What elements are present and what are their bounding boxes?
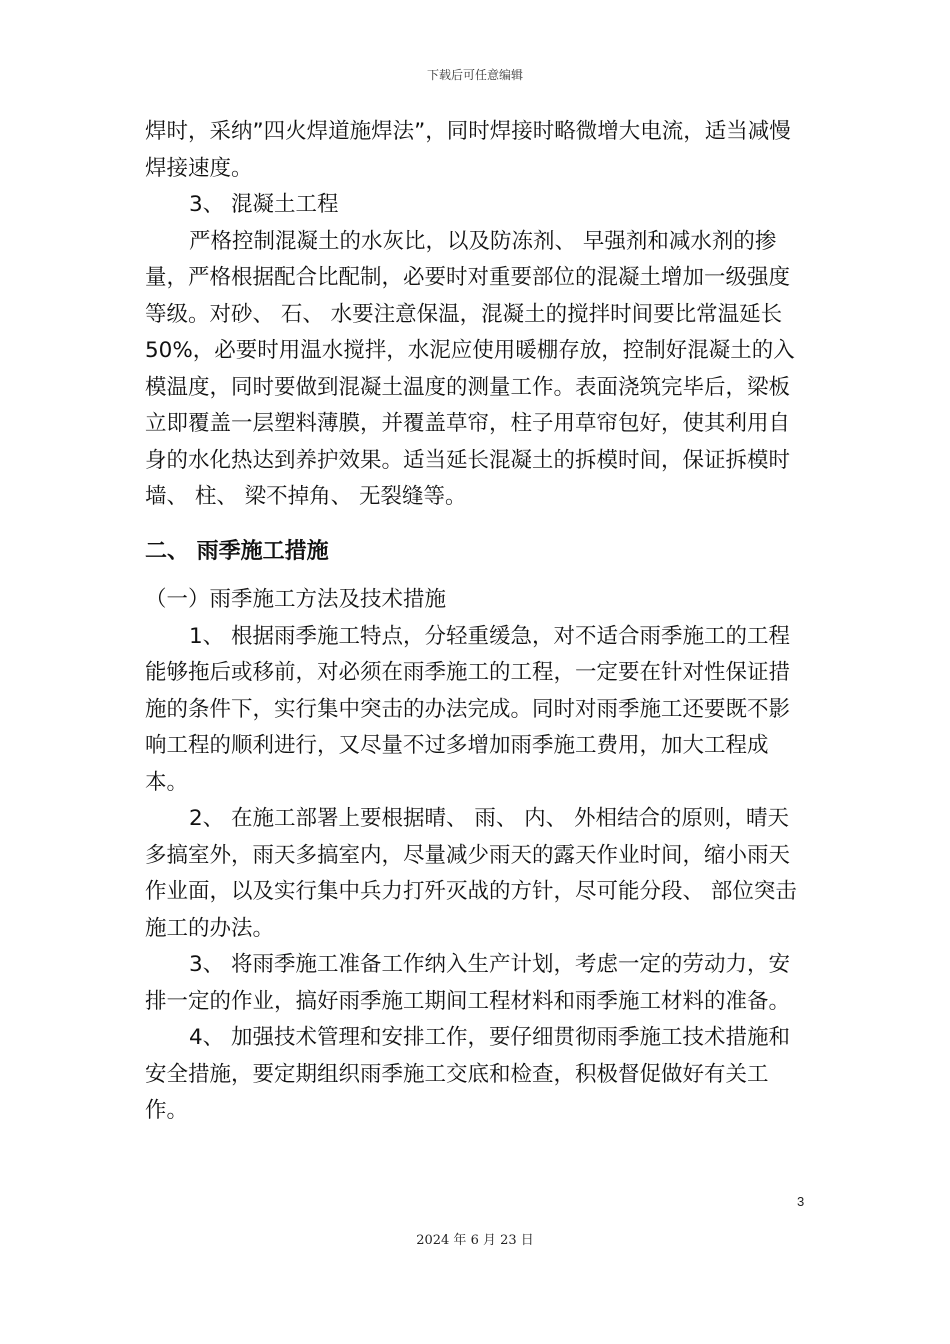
list-item-2: 2、 在施工部署上要根据晴、 雨、 内、 外相结合的原则，晴天多搞室外，雨天多搞室内，尽量减少雨天的露天作业时间，缩小雨天作业面，以及实行集中兵力打歼灭战的方针，尽可能分段、 部位突击施工的办法。 [145,806,797,941]
list-item-4: 4、 加强技术管理和安排工作，要仔细贯彻雨季施工技术措施和安全措施，要定期组织雨季施工交底和检查，积极督促做好有关工作。 [145,1025,791,1123]
page-header: 下载后可任意编辑 [426,68,523,82]
subsection-title-methods: （一）雨季施工方法及技术措施 [145,587,447,612]
list-item-3: 3、 将雨季施工准备工作纳入生产计划，考虑一定的劳动力，安排一定的作业，搞好雨季施工期间工程材料和雨季施工材料的准备。 [145,952,791,1014]
paragraph-concrete: 严格控制混凝土的水灰比，以及防冻剂、 早强剂和减水剂的掺量，严格根据配合比配制，必要时对重要部位的混凝土增加一级强度等级。对砂、 石、 水要注意保温，混凝土的搅拌时间要比常温延长 50%，必要时用温水搅拌，水泥应使用暖棚存放，控制好混凝土的入模温度，同时要做到混凝土温度的测量工作。表面浇筑完毕后，梁板立即覆盖一层塑料薄膜，并覆盖草帘，柱子用草帘包好，使其利用自身的水化热达到养护效果。适当延长混凝土的拆模时间，保证拆模时墙、 柱、 梁不掉角、 无裂缝等。 [145,228,795,509]
footer-date: 2024 年 6 月 23 日 [416,1233,534,1248]
page-number: 3 [797,1194,805,1209]
heading-concrete-works: 3、 混凝土工程 [189,192,339,217]
paragraph-welding: 焊时，采纳”四火焊道施焊法”，同时焊接时略微增大电流，适当减慢焊接速度。 [145,119,791,181]
document-body [145,114,810,1130]
list-item-1: 1、 根据雨季施工特点，分轻重缓急，对不适合雨季施工的工程能够拖后或移前，对必须在雨季施工的工程，一定要在针对性保证措施的条件下，实行集中突击的办法完成。同时对雨季施工还要既不影响工程的顺利进行，又尽量不过多增加雨季施工费用，加大工程成本。 [145,623,791,795]
section-title-rainy-season: 二、 雨季施工措施 [145,538,329,564]
